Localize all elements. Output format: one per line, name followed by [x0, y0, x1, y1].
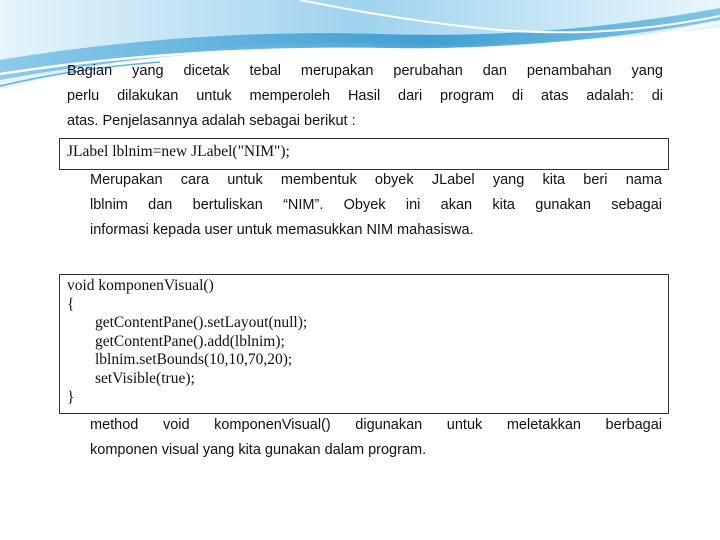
- code-line: setVisible(true);: [95, 369, 195, 387]
- explanation-paragraph-2: [90, 413, 662, 463]
- explanation-line: lblnim dan bertuliskan “NIM”. Obyek ini akan kita gunakan sebagai: [90, 197, 662, 213]
- code-box-komponen-visual: [59, 274, 669, 414]
- code-line: JLabel lblnim=new JLabel("NIM");: [67, 143, 290, 160]
- intro-line: Bagian yang dicetak tebal merupakan perubahan dan penambahan yang: [67, 63, 663, 79]
- code-line: getContentPane().add(lblnim);: [95, 332, 285, 350]
- code-line: }: [67, 388, 75, 406]
- code-line: void komponenVisual(): [67, 277, 214, 294]
- explanation-paragraph-1: [90, 168, 662, 243]
- code-line: lblnim.setBounds(10,10,70,20);: [95, 351, 293, 369]
- intro-paragraph: [67, 59, 663, 134]
- explanation-line: Merupakan cara untuk membentuk obyek JLabel yang kita beri nama: [90, 172, 662, 188]
- intro-line: perlu dilakukan untuk memperoleh Hasil dari program di atas adalah: di: [67, 88, 663, 104]
- code-line: {: [67, 295, 75, 313]
- code-line: getContentPane().setLayout(null);: [95, 314, 308, 332]
- code-box-jlabel: [59, 138, 669, 170]
- intro-line: atas. Penjelasannya adalah sebagai berikut :: [67, 113, 356, 129]
- explanation-line: method void komponenVisual() digunakan untuk meletakkan berbagai: [90, 417, 662, 433]
- explanation-line: komponen visual yang kita gunakan dalam program.: [90, 442, 427, 458]
- explanation-line: informasi kepada user untuk memasukkan NIM mahasiswa.: [90, 222, 474, 238]
